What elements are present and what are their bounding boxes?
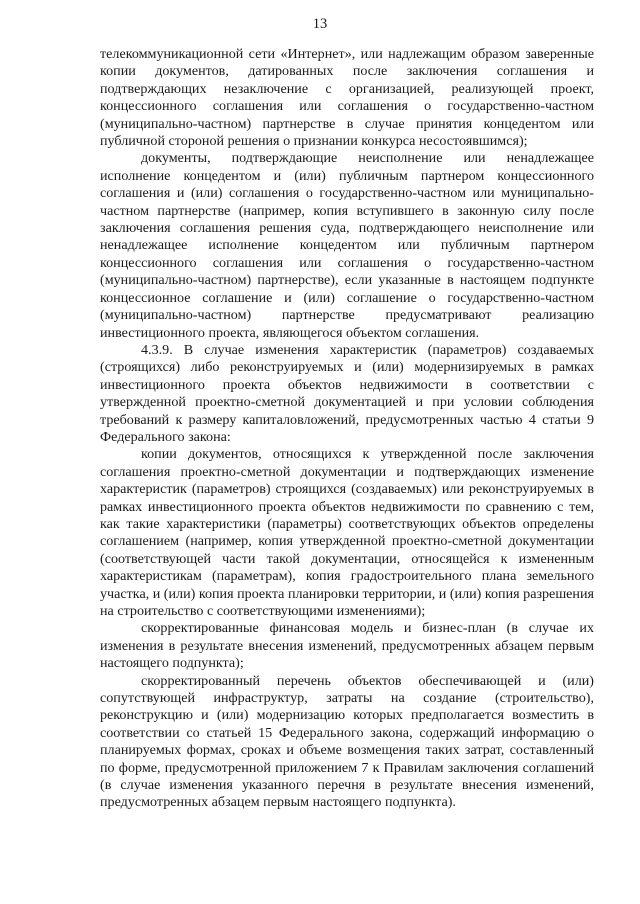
paragraph-continuation: телекоммуникационной сети «Интернет», или надлежащим образом заверенные копии документов, датированных после заключения соглашения и подтверждающих незаключение с организацией, реализующей проект, концессионного соглашения или соглашения о государственно-частном (муниципально-частном) партнерстве в случае принятия концедентом или публичной стороной решения о признании конкурса несостоявшимся); [100, 46, 594, 150]
paragraph-infrastructure-list: скорректированный перечень объектов обеспечивающей и (или) сопутствующей инфраструктур, затраты на создание (строительство), реконструкцию и (или) модернизацию которых предполагается возместить в соответствии со статьей 15 Федерального закона, содержащий информацию о планируемых формах, сроках и объеме возмещения таких затрат, составленный по форме, предусмотренной приложением 7 к Правилам заключения соглашений (в случае изменения указанного перечня в результате внесения изменений, предусмотренных абзацем первым настоящего подпункта). [100, 672, 594, 811]
paragraph-clause-4-3-9: 4.3.9. В случае изменения характеристик (параметров) создаваемых (строящихся) либо реконструируемых и (или) модернизируемых в рамках инвестиционного проекта объектов недвижимости в соответствии с утвержденной проектно-сметной документацией и при условии соблюдения требований к размеру капиталовложений, предусмотренных частью 4 статьи 9 Федерального закона: [100, 341, 594, 445]
paragraph-copies-of-documents: копии документов, относящихся к утвержденной после заключения соглашения проектно-сметной документации и подтверждающих изменение характеристик (параметров) строящихся (создаваемых) или реконструируемых в рамках инвестиционного проекта объектов недвижимости по сравнению с тем, как такие характеристики (параметры) соответствующих объектов определены соглашением (например, копия утвержденной проектно-сметной документации (соответствующей части такой документации, относящейся к измененным характеристикам (параметрам), копия градостроительного плана земельного участка, и (или) копия проекта планировки территории, и (или) копия разрешения на строительство с соответствующими изменениями); [100, 446, 594, 619]
paragraph-financial-model: скорректированные финансовая модель и бизнес-план (в случае их изменения в результате внесения изменений, предусмотренных абзацем первым настоящего подпункта); [100, 620, 594, 672]
page-number: 13 [312, 16, 328, 32]
document-body [100, 46, 594, 812]
paragraph-documents-nonperformance: документы, подтверждающие неисполнение или ненадлежащее исполнение концедентом и (или) публичным партнером концессионного соглашения и (или) соглашения о государственно-частном или муниципально-частном партнерстве (например, копия вступившего в законную силу после заключения соглашения решения суда, подтверждающего неисполнение или ненадлежащее исполнение концедентом или публичным партнером концессионного соглашения или соглашения о государственно-частном (муниципально-частном) партнерстве), если указанные в настоящем подпункте концессионное соглашение и (или) соглашение о государственно-частном (муниципально-частном) партнерстве предусматривают реализацию инвестиционного проекта, являющегося объектом соглашения. [100, 150, 594, 341]
